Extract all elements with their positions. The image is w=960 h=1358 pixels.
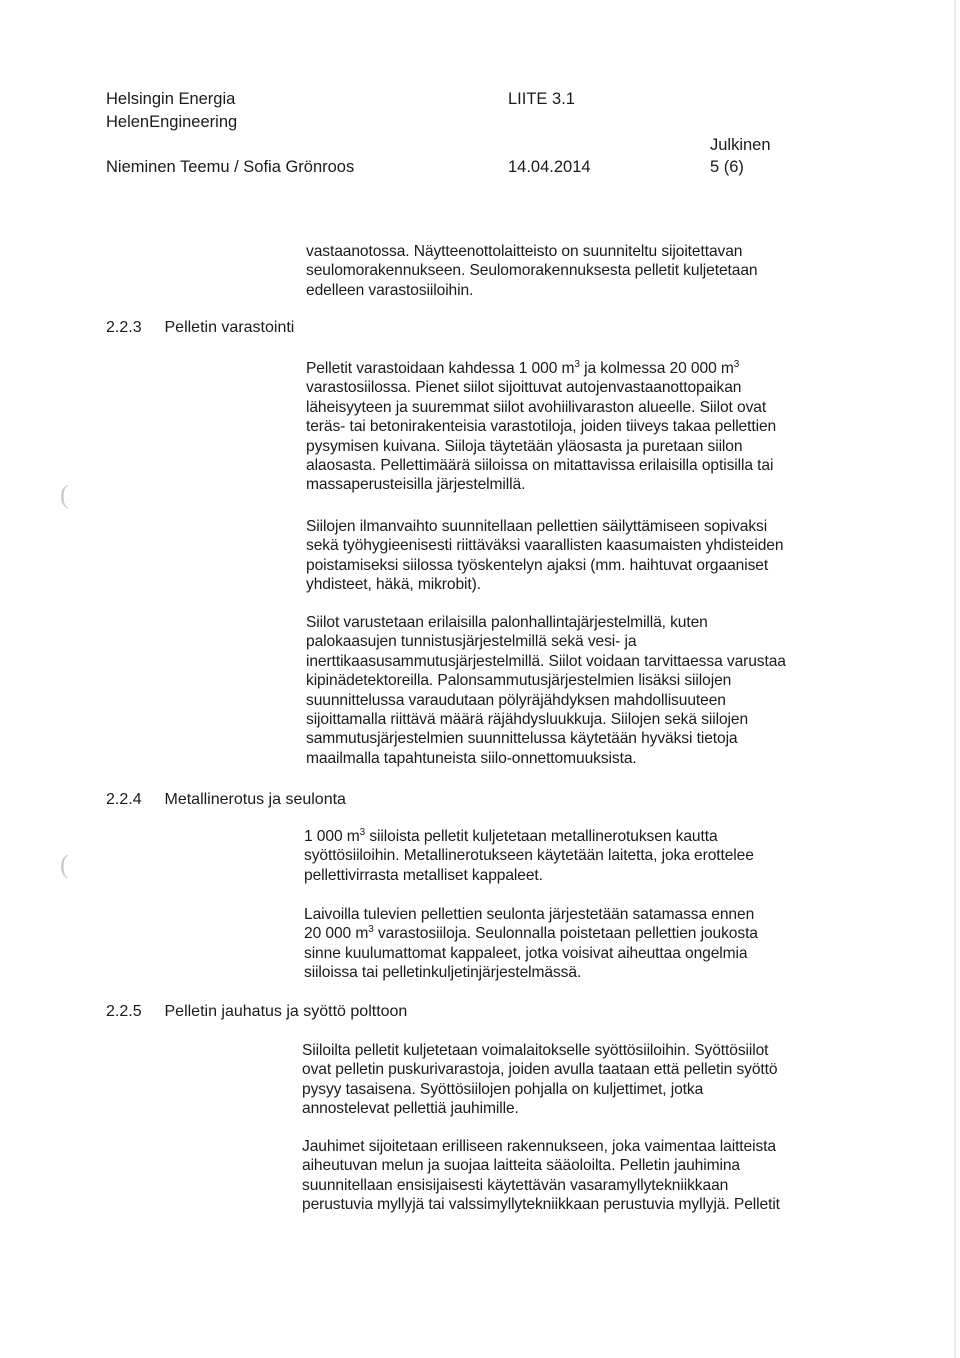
text-line: suunnittelussa varaudutaan pölyräjähdyksen mahdollisuuteen	[306, 691, 726, 709]
department-name: HelenEngineering	[106, 113, 238, 131]
authors: Nieminen Teemu / Sofia Grönroos	[106, 158, 355, 176]
text-line: inerttikaasusammutusjärjestelmillä. Siilot voidaan tarvittaessa varustaa	[306, 652, 786, 670]
text-line: alaosasta. Pellettimäärä siiloissa on mitattavissa erilaisilla optisilla tai	[306, 457, 774, 475]
text-line: siiloissa tai pelletinkuljetinjärjestelmässä.	[304, 964, 582, 982]
scan-artifact: (	[60, 480, 69, 509]
section-title: Pelletin jauhatus ja syöttö polttoon	[164, 1003, 408, 1020]
text-line: perustuvia myllyjä tai valssimyllytekniikkaan perustuvia myllyjä. Pelletit	[302, 1196, 780, 1214]
text-line: palokaasujen tunnistusjärjestelmillä sekä vesi- ja	[306, 633, 637, 651]
text-line: massaperusteisilla järjestelmillä.	[306, 476, 526, 494]
paragraph-grinders	[302, 1137, 842, 1215]
section-number: 2.2.4	[106, 791, 142, 808]
text-segment: varastosiiloja. Seulonnalla poistetaan pellettien joukosta	[373, 925, 758, 943]
text-line: sekä työhygieenisesti riittäväksi vaarallisten kaasumaisten yhdisteiden	[306, 537, 784, 555]
text-line: annostelevat pellettiä jauhimille.	[302, 1100, 519, 1118]
text-line: teräs- tai betonirakenteisia varastotiloja, joiden tiiveys takaa pellettien	[306, 418, 777, 436]
superscript: 3	[359, 826, 366, 838]
text-line: Laivoilla tulevien pellettien seulonta järjestetään satamassa ennen	[304, 906, 755, 923]
text-line: Siilot varustetaan erilaisilla palonhallintajärjestelmillä, kuten	[306, 614, 708, 631]
paragraph-fire-safety	[306, 613, 846, 768]
section-title: Metallinerotus ja seulonta	[164, 791, 346, 808]
text-line	[304, 827, 844, 846]
paragraph-intro	[306, 242, 846, 300]
superscript: 3	[574, 358, 580, 370]
paragraph-storage	[306, 359, 846, 495]
text-line	[306, 359, 846, 378]
text-line: edelleen varastosiiloihin.	[306, 281, 474, 299]
text-line: ovat pelletin puskurivarastoja, joiden avulla taataan että pelletin syöttö	[302, 1061, 778, 1079]
text-segment: 20 000 m	[304, 925, 369, 943]
text-line: yhdisteet, häkä, mikrobit).	[306, 576, 481, 594]
paragraph-metal-separation	[304, 827, 844, 885]
text-line: pysyy tasaisena. Syöttösiilojen pohjalla on kuljettimet, jotka	[302, 1080, 704, 1098]
text-line: vastaanotossa. Näytteenottolaitteisto on suunniteltu sijoitettavan	[306, 243, 743, 260]
appendix-label: LIITE 3.1	[508, 90, 575, 108]
document-date: 14.04.2014	[508, 158, 591, 176]
classification-label: Julkinen	[710, 136, 771, 154]
text-line: sammutusjärjestelmien suunnittelussa käytetään hyväksi tietoja	[306, 730, 738, 748]
text-segment: 1 000 m	[304, 828, 360, 845]
scan-artifact: (	[60, 850, 69, 879]
text-segment: Pelletit varastoidaan kahdessa 1 000 m	[306, 360, 575, 377]
text-line: sinne kuulumattomat kappaleet, jotka voisivat aiheuttaa ongelmia	[304, 944, 748, 962]
text-line: poistamiseksi siilossa työskentelyn ajaksi (mm. haihtuvat orgaaniset	[306, 556, 769, 574]
text-line: Jauhimet sijoitetaan erilliseen rakennukseen, joka vaimentaa laitteista	[302, 1138, 776, 1155]
text-line: pysymisen kuivana. Siiloja täytetään yläosasta ja puretaan siilon	[306, 437, 743, 455]
text-line: läheisyyteen ja suuremmat siilot avohiilivaraston alueelle. Siilot ovat	[306, 398, 767, 416]
text-line: suunnitellaan ensisijaisesti käytettävän vasaramyllytekniikkaan	[302, 1176, 729, 1194]
text-line: aiheutuvan melun ja suojaa laitteita sääoloilta. Pelletin jauhimina	[302, 1157, 741, 1175]
text-line: pellettivirrasta metalliset kappaleet.	[304, 866, 543, 884]
text-segment: ja kolmessa 20 000 m	[579, 360, 734, 377]
text-line: seulomorakennukseen. Seulomorakennuksesta pelletit kuljetetaan	[306, 262, 758, 280]
page-number: 5 (6)	[710, 158, 744, 176]
paragraph-feed-silos	[302, 1041, 842, 1119]
superscript: 3	[368, 924, 374, 936]
text-line: Siiloilta pelletit kuljetetaan voimalaitokselle syöttösiiloihin. Syöttösiilot	[302, 1042, 769, 1059]
text-line: sijoittamalla riittävä määrä räjähdysluukkuja. Siilojen sekä siilojen	[306, 711, 749, 729]
section-heading-2-2-4	[106, 790, 346, 809]
scan-edge-line	[954, 0, 956, 1358]
section-number: 2.2.3	[106, 319, 142, 336]
text-line	[304, 924, 844, 943]
superscript: 3	[733, 358, 740, 370]
text-segment: siiloista pelletit kuljetetaan metallinerotuksen kautta	[365, 828, 718, 845]
text-line: kipinädetektoreilla. Palonsammutusjärjestelmien lisäksi siilojen	[306, 672, 732, 690]
section-number: 2.2.5	[106, 1003, 142, 1020]
paragraph-screening	[304, 905, 844, 983]
section-heading-2-2-5	[106, 1002, 407, 1021]
text-line: Siilojen ilmanvaihto suunnitellaan pellettien säilyttämiseen sopivaksi	[306, 518, 768, 535]
text-line: syöttösiiloihin. Metallinerotukseen käytetään laitetta, joka erottelee	[304, 847, 754, 865]
text-line: maailmalla tapahtuneista siilo-onnettomuuksista.	[306, 749, 637, 767]
paragraph-ventilation	[306, 517, 846, 595]
text-line: varastosiilossa. Pienet siilot sijoittuvat autojenvastaanottopaikan	[306, 379, 742, 397]
section-title: Pelletin varastointi	[164, 319, 295, 336]
section-heading-2-2-3	[106, 318, 294, 337]
company-name: Helsingin Energia	[106, 90, 236, 108]
